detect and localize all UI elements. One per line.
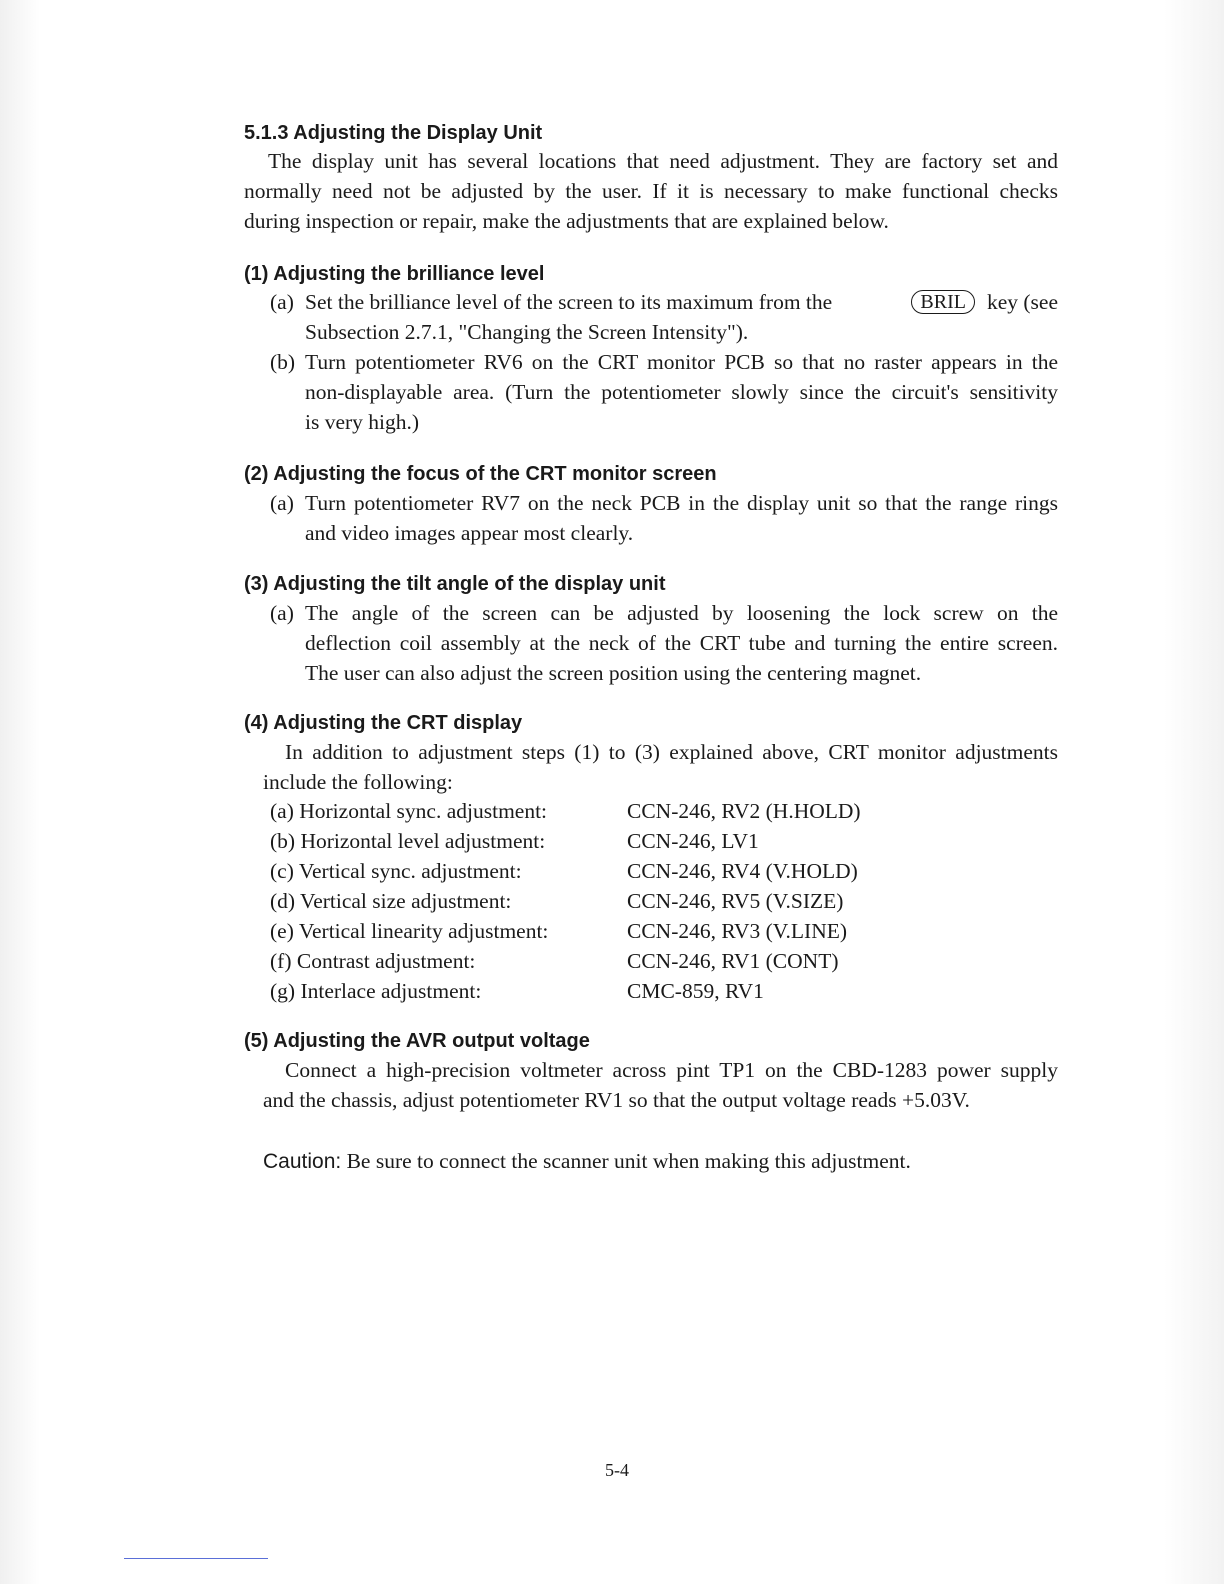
- s3-a-line-2: deflection coil assembly at the neck of the CRT tube and turning the entire screen.: [305, 631, 1058, 655]
- intro-line-3: during inspection or repair, make the adjustments that are explained below.: [244, 209, 889, 233]
- subsection-3-title: (3) Adjusting the tilt angle of the display unit: [244, 573, 666, 595]
- adjustment-name: (f) Contrast adjustment:: [270, 949, 476, 973]
- subsection-1-title: (1) Adjusting the brilliance level: [244, 263, 545, 285]
- adjustment-row: [270, 796, 970, 826]
- s1-a-text: Set the brilliance level of the screen to its maximum from the: [305, 290, 833, 314]
- s1-b-line-2: non-displayable area. (Turn the potentiometer slowly since the circuit's sensitivity: [305, 380, 1058, 404]
- subsection-2-title: (2) Adjusting the focus of the CRT monitor screen: [244, 463, 717, 485]
- adjustment-value: CCN-246, RV4 (V.HOLD): [627, 859, 858, 883]
- section-title: 5.1.3 Adjusting the Display Unit: [244, 122, 543, 144]
- subsection-4-title: (4) Adjusting the CRT display: [244, 712, 523, 734]
- s5-line-1: Connect a high-precision voltmeter across pint TP1 on the CBD-1283 power supply: [285, 1058, 1058, 1082]
- adjustment-name: (g) Interlace adjustment:: [270, 979, 482, 1003]
- adjustment-value: CCN-246, RV5 (V.SIZE): [627, 889, 844, 913]
- adjustment-row: [270, 856, 970, 886]
- s3-a-body: [305, 598, 1058, 688]
- adjustment-name: (a) Horizontal sync. adjustment:: [270, 799, 548, 823]
- footer-rule: [124, 1558, 268, 1559]
- intro-line-1: The display unit has several locations that need adjustment. They are factory set and: [268, 149, 1058, 173]
- s2-item-a: [0, 488, 1224, 548]
- s3-a-label: (a): [270, 601, 294, 625]
- s2-a-body: [305, 488, 1058, 548]
- adjustment-value: CCN-246, RV3 (V.LINE): [627, 919, 848, 943]
- s4-intro: [263, 737, 1058, 797]
- page-number: 5-4: [605, 1460, 629, 1480]
- adjustment-name: (e) Vertical linearity adjustment:: [270, 919, 549, 943]
- s1-b-body: [305, 347, 1058, 437]
- s1-a-line-1: [305, 287, 1058, 317]
- s2-a-line-2: and video images appear most clearly.: [305, 521, 634, 545]
- s1-a-line-2: Subsection 2.7.1, "Changing the Screen Intensity").: [305, 320, 749, 344]
- s3-a-line-3: The user can also adjust the screen position using the centering magnet.: [305, 661, 922, 685]
- s2-a-line-1: Turn potentiometer RV7 on the neck PCB in the display unit so that the range rings: [305, 491, 1058, 515]
- bril-key: BRIL: [911, 290, 975, 314]
- adjustment-value: CMC-859, RV1: [627, 979, 764, 1003]
- caution-label: Caution:: [263, 1150, 342, 1173]
- s1-b-line-3: is very high.): [305, 410, 420, 434]
- s1-a-label: (a): [270, 290, 294, 314]
- caution-text: Be sure to connect the scanner unit when making this adjustment.: [346, 1149, 911, 1173]
- adjustment-value: CCN-246, RV2 (H.HOLD): [627, 799, 861, 823]
- adjustment-row: [270, 946, 970, 976]
- s1-b-line-1: Turn potentiometer RV6 on the CRT monitor PCB so that no raster appears in the: [305, 350, 1058, 374]
- caution-note: [263, 1146, 1063, 1177]
- adjustment-row: [270, 976, 970, 1006]
- adjustment-row: [270, 886, 970, 916]
- s1-a-text-post: key (see: [986, 290, 1058, 314]
- section-intro: [244, 146, 1058, 236]
- adjustment-name: (b) Horizontal level adjustment:: [270, 829, 546, 853]
- adjustment-value: CCN-246, RV1 (CONT): [627, 949, 839, 973]
- adjustment-value: CCN-246, LV1: [627, 829, 759, 853]
- s5-body: [263, 1055, 1058, 1115]
- s2-a-label: (a): [270, 491, 294, 515]
- subsection-5-title: (5) Adjusting the AVR output voltage: [244, 1030, 590, 1052]
- s3-a-line-1: The angle of the screen can be adjusted by loosening the lock screw on the: [305, 601, 1058, 625]
- s1-item-a: [0, 287, 1224, 347]
- s5-line-2: and the chassis, adjust potentiometer RV1 so that the output voltage reads +5.03V.: [263, 1088, 970, 1112]
- adjustment-name: (d) Vertical size adjustment:: [270, 889, 512, 913]
- s4-intro-line-2: include the following:: [263, 770, 453, 794]
- s1-b-label: (b): [270, 350, 296, 374]
- s4-intro-line-1: In addition to adjustment steps (1) to (3) explained above, CRT monitor adjustments: [285, 740, 1058, 764]
- s1-item-b: [0, 347, 1224, 437]
- adjustment-row: [270, 826, 970, 856]
- s3-item-a: [0, 598, 1224, 688]
- adjustment-name: (c) Vertical sync. adjustment:: [270, 859, 522, 883]
- adjustment-row: [270, 916, 970, 946]
- intro-line-2: normally need not be adjusted by the user. If it is necessary to make functional checks: [244, 179, 1058, 203]
